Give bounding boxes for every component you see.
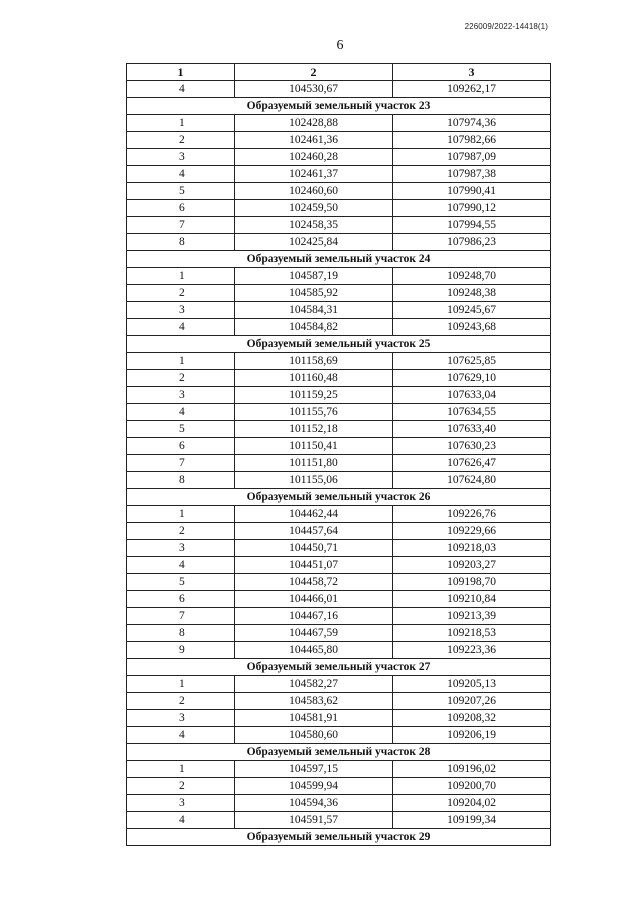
y-coordinate-cell: 109203,27 (393, 557, 551, 574)
x-coordinate-cell: 102459,50 (235, 200, 393, 217)
point-number-cell: 8 (127, 234, 235, 251)
section-header-row (127, 251, 551, 268)
x-coordinate-cell: 101160,48 (235, 370, 393, 387)
point-number-cell: 3 (127, 387, 235, 404)
table-row (127, 183, 551, 200)
point-number-cell: 2 (127, 523, 235, 540)
section-title: Образуемый земельный участок 25 (127, 336, 551, 353)
point-number-cell: 1 (127, 115, 235, 132)
x-coordinate-cell: 104467,59 (235, 625, 393, 642)
x-coordinate-cell: 104466,01 (235, 591, 393, 608)
x-coordinate-cell: 104451,07 (235, 557, 393, 574)
point-number-cell: 4 (127, 812, 235, 829)
y-coordinate-cell: 109262,17 (393, 81, 551, 98)
point-number-cell: 1 (127, 268, 235, 285)
section-title: Образуемый земельный участок 23 (127, 98, 551, 115)
y-coordinate-cell: 107994,55 (393, 217, 551, 234)
table-row (127, 472, 551, 489)
table-row (127, 795, 551, 812)
table-row (127, 557, 551, 574)
table-row (127, 404, 551, 421)
point-number-cell: 4 (127, 166, 235, 183)
x-coordinate-cell: 104467,16 (235, 608, 393, 625)
x-coordinate-cell: 101151,80 (235, 455, 393, 472)
column-header-point-number: 1 (127, 64, 235, 81)
document-id: 226009/2022-14418(1) (464, 22, 548, 31)
x-coordinate-cell: 101155,06 (235, 472, 393, 489)
table-row (127, 710, 551, 727)
x-coordinate-cell: 101155,76 (235, 404, 393, 421)
point-number-cell: 5 (127, 574, 235, 591)
x-coordinate-cell: 104530,67 (235, 81, 393, 98)
x-coordinate-cell: 101150,41 (235, 438, 393, 455)
point-number-cell: 1 (127, 353, 235, 370)
x-coordinate-cell: 102460,28 (235, 149, 393, 166)
table-row (127, 676, 551, 693)
column-header-x: 2 (235, 64, 393, 81)
table-row (127, 438, 551, 455)
y-coordinate-cell: 109198,70 (393, 574, 551, 591)
section-title: Образуемый земельный участок 27 (127, 659, 551, 676)
y-coordinate-cell: 109243,68 (393, 319, 551, 336)
section-header-row (127, 336, 551, 353)
point-number-cell: 2 (127, 693, 235, 710)
section-title: Образуемый земельный участок 29 (127, 829, 551, 846)
y-coordinate-cell: 107987,09 (393, 149, 551, 166)
table-row (127, 523, 551, 540)
point-number-cell: 4 (127, 557, 235, 574)
point-number-cell: 3 (127, 149, 235, 166)
table-body (127, 81, 551, 846)
x-coordinate-cell: 104585,92 (235, 285, 393, 302)
x-coordinate-cell: 104599,94 (235, 778, 393, 795)
y-coordinate-cell: 109204,02 (393, 795, 551, 812)
x-coordinate-cell: 101159,25 (235, 387, 393, 404)
x-coordinate-cell: 102425,84 (235, 234, 393, 251)
y-coordinate-cell: 109200,70 (393, 778, 551, 795)
y-coordinate-cell: 107630,23 (393, 438, 551, 455)
coordinates-table (126, 63, 551, 846)
point-number-cell: 3 (127, 302, 235, 319)
x-coordinate-cell: 104450,71 (235, 540, 393, 557)
point-number-cell: 4 (127, 727, 235, 744)
table-row (127, 421, 551, 438)
point-number-cell: 3 (127, 710, 235, 727)
table-row (127, 778, 551, 795)
y-coordinate-cell: 107633,40 (393, 421, 551, 438)
y-coordinate-cell: 109210,84 (393, 591, 551, 608)
point-number-cell: 1 (127, 761, 235, 778)
x-coordinate-cell: 104594,36 (235, 795, 393, 812)
table-row (127, 132, 551, 149)
point-number-cell: 4 (127, 319, 235, 336)
section-title: Образуемый земельный участок 26 (127, 489, 551, 506)
table-row (127, 812, 551, 829)
table-row (127, 149, 551, 166)
y-coordinate-cell: 107982,66 (393, 132, 551, 149)
column-header-y: 3 (393, 64, 551, 81)
point-number-cell: 5 (127, 183, 235, 200)
y-coordinate-cell: 109226,76 (393, 506, 551, 523)
y-coordinate-cell: 109196,02 (393, 761, 551, 778)
table-row (127, 387, 551, 404)
table-row (127, 370, 551, 387)
x-coordinate-cell: 104591,57 (235, 812, 393, 829)
point-number-cell: 3 (127, 540, 235, 557)
table-row (127, 166, 551, 183)
x-coordinate-cell: 101158,69 (235, 353, 393, 370)
table-row (127, 693, 551, 710)
table-row (127, 319, 551, 336)
table-row (127, 455, 551, 472)
section-header-row (127, 98, 551, 115)
y-coordinate-cell: 107990,41 (393, 183, 551, 200)
point-number-cell: 6 (127, 200, 235, 217)
y-coordinate-cell: 109218,53 (393, 625, 551, 642)
y-coordinate-cell: 109218,03 (393, 540, 551, 557)
y-coordinate-cell: 107629,10 (393, 370, 551, 387)
table-row (127, 642, 551, 659)
y-coordinate-cell: 109205,13 (393, 676, 551, 693)
table-row (127, 285, 551, 302)
x-coordinate-cell: 101152,18 (235, 421, 393, 438)
y-coordinate-cell: 107626,47 (393, 455, 551, 472)
y-coordinate-cell: 109207,26 (393, 693, 551, 710)
point-number-cell: 6 (127, 591, 235, 608)
x-coordinate-cell: 104458,72 (235, 574, 393, 591)
point-number-cell: 4 (127, 404, 235, 421)
x-coordinate-cell: 102428,88 (235, 115, 393, 132)
table-row (127, 81, 551, 98)
y-coordinate-cell: 109199,34 (393, 812, 551, 829)
y-coordinate-cell: 109248,70 (393, 268, 551, 285)
y-coordinate-cell: 107634,55 (393, 404, 551, 421)
x-coordinate-cell: 102461,36 (235, 132, 393, 149)
y-coordinate-cell: 109248,38 (393, 285, 551, 302)
x-coordinate-cell: 104462,44 (235, 506, 393, 523)
y-coordinate-cell: 109206,19 (393, 727, 551, 744)
table-row (127, 761, 551, 778)
table-row (127, 574, 551, 591)
y-coordinate-cell: 109223,36 (393, 642, 551, 659)
x-coordinate-cell: 104587,19 (235, 268, 393, 285)
point-number-cell: 1 (127, 506, 235, 523)
table-row (127, 727, 551, 744)
point-number-cell: 2 (127, 370, 235, 387)
y-coordinate-cell: 107974,36 (393, 115, 551, 132)
section-title: Образуемый земельный участок 28 (127, 744, 551, 761)
y-coordinate-cell: 107633,04 (393, 387, 551, 404)
y-coordinate-cell: 107987,38 (393, 166, 551, 183)
table-row (127, 268, 551, 285)
point-number-cell: 8 (127, 625, 235, 642)
x-coordinate-cell: 104580,60 (235, 727, 393, 744)
point-number-cell: 1 (127, 676, 235, 693)
x-coordinate-cell: 104584,31 (235, 302, 393, 319)
table-row (127, 234, 551, 251)
y-coordinate-cell: 107625,85 (393, 353, 551, 370)
x-coordinate-cell: 104584,82 (235, 319, 393, 336)
table-row (127, 506, 551, 523)
table-row (127, 200, 551, 217)
table-row (127, 608, 551, 625)
x-coordinate-cell: 102460,60 (235, 183, 393, 200)
point-number-cell: 3 (127, 795, 235, 812)
x-coordinate-cell: 104597,15 (235, 761, 393, 778)
x-coordinate-cell: 102461,37 (235, 166, 393, 183)
point-number-cell: 6 (127, 438, 235, 455)
point-number-cell: 4 (127, 81, 235, 98)
point-number-cell: 7 (127, 455, 235, 472)
x-coordinate-cell: 104465,80 (235, 642, 393, 659)
section-header-row (127, 489, 551, 506)
point-number-cell: 8 (127, 472, 235, 489)
point-number-cell: 2 (127, 285, 235, 302)
x-coordinate-cell: 102458,35 (235, 217, 393, 234)
table-row (127, 540, 551, 557)
table-row (127, 302, 551, 319)
point-number-cell: 2 (127, 778, 235, 795)
section-title: Образуемый земельный участок 24 (127, 251, 551, 268)
table-header-row (127, 64, 551, 81)
table-row (127, 353, 551, 370)
y-coordinate-cell: 107986,23 (393, 234, 551, 251)
section-header-row (127, 659, 551, 676)
point-number-cell: 9 (127, 642, 235, 659)
y-coordinate-cell: 109213,39 (393, 608, 551, 625)
y-coordinate-cell: 107990,12 (393, 200, 551, 217)
x-coordinate-cell: 104457,64 (235, 523, 393, 540)
section-header-row (127, 829, 551, 846)
table-row (127, 591, 551, 608)
x-coordinate-cell: 104582,27 (235, 676, 393, 693)
y-coordinate-cell: 109229,66 (393, 523, 551, 540)
point-number-cell: 5 (127, 421, 235, 438)
x-coordinate-cell: 104581,91 (235, 710, 393, 727)
point-number-cell: 7 (127, 217, 235, 234)
y-coordinate-cell: 107624,80 (393, 472, 551, 489)
point-number-cell: 2 (127, 132, 235, 149)
table-row (127, 115, 551, 132)
y-coordinate-cell: 109208,32 (393, 710, 551, 727)
table-row (127, 625, 551, 642)
point-number-cell: 7 (127, 608, 235, 625)
table-row (127, 217, 551, 234)
y-coordinate-cell: 109245,67 (393, 302, 551, 319)
page-number: 6 (336, 38, 344, 53)
x-coordinate-cell: 104583,62 (235, 693, 393, 710)
section-header-row (127, 744, 551, 761)
